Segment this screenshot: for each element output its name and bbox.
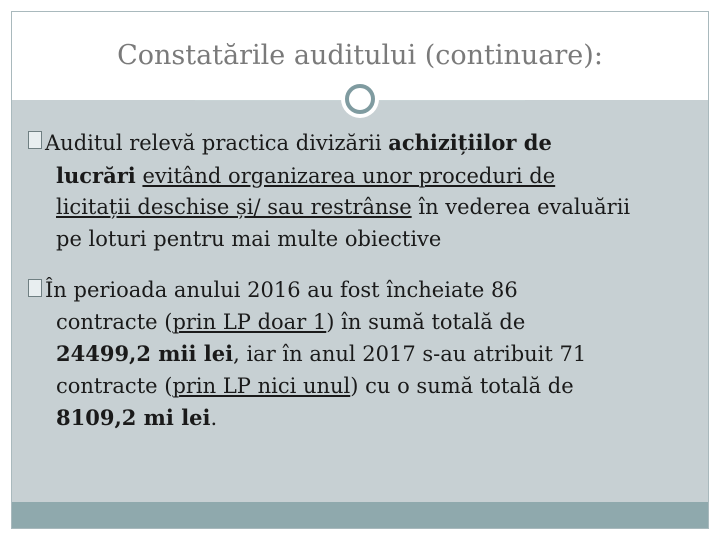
bold-amount: 24499,2 mii lei — [56, 341, 234, 366]
text-span: . — [210, 406, 218, 430]
text-span: , iar în anul 2017 s-au atribuit 71 — [233, 342, 587, 366]
bullet-item-2 — [28, 275, 698, 435]
slide-title: Constatările auditului (continuare): — [117, 40, 603, 71]
bold-text: lucrări — [56, 162, 136, 188]
bullet-2-line-1: În perioada anului 2016 au fost încheiate 86 — [45, 278, 518, 302]
text-span: contracte ( — [56, 373, 173, 398]
bold-text: achizițiilor de — [388, 130, 552, 155]
bullet-box-icon — [28, 131, 42, 149]
bullet-2-line-3 — [28, 338, 698, 371]
text-span: în vederea evaluării — [411, 195, 631, 219]
text-span: ) în sumă totală de — [326, 309, 526, 334]
bullet-2-line-5 — [28, 402, 698, 435]
bullet-2-line-4 — [28, 371, 698, 403]
bullet-item-1 — [28, 127, 698, 255]
bullet-1-line-4: pe loturi pentru mai multe obiective — [56, 226, 442, 251]
text-span: Auditul relevă practica divizării — [45, 131, 389, 155]
text-span: contracte ( — [56, 309, 173, 334]
bullet-2-line-2 — [28, 307, 698, 339]
underlined-text: licitații deschise și/ sau restrânse — [56, 195, 412, 219]
circle-ring — [345, 84, 375, 114]
underlined-text: evitând organizarea unor proceduri de — [142, 163, 556, 188]
bold-amount: 8109,2 mi lei — [56, 405, 211, 430]
circle-ornament-icon — [341, 80, 379, 118]
bullet-1-line-2 — [28, 160, 698, 193]
underlined-text: prin LP doar 1 — [172, 309, 327, 334]
bullet-box-icon — [28, 279, 42, 297]
bullet-1-line-1 — [28, 127, 698, 160]
text-span: ) cu o sumă totală de — [350, 373, 574, 398]
underlined-text: prin LP nici unul — [172, 373, 351, 398]
bullet-1-line-3 — [28, 192, 698, 224]
